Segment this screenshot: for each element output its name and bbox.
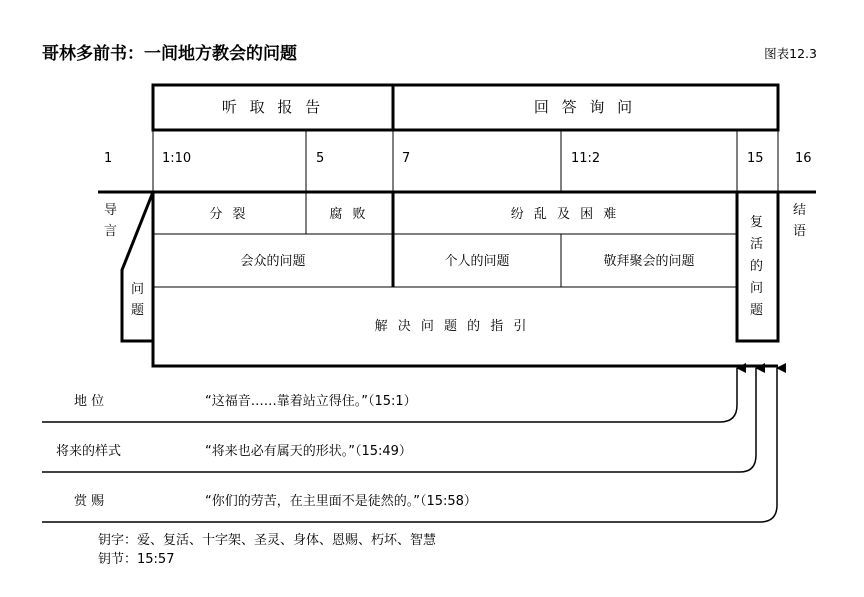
- conclusion-char-1: 结: [793, 203, 807, 218]
- row-label-future-form: 将来的样式: [56, 444, 122, 459]
- intro-char-1: 导: [104, 203, 118, 218]
- marker-15: 15: [747, 151, 764, 166]
- row-quote-position: “这福音……靠着站立得住。”（15:1）: [205, 394, 417, 409]
- marker-1-10: 1:10: [162, 151, 192, 166]
- resurrection-char-3: 的: [750, 259, 764, 274]
- personal-problems-label: 个人的问题: [444, 254, 510, 269]
- confusion-label: 纷 乱 及 困 难: [510, 207, 620, 222]
- solution-label: 解 决 问 题 的 指 引: [374, 319, 530, 334]
- row-label-reward: 赏 赐: [74, 494, 105, 509]
- row-quote-reward: “你们的劳苦，在主里面不是徒然的。”（15:58）: [205, 494, 477, 509]
- marker-lines: [153, 130, 778, 192]
- resurrection-char-2: 活: [750, 237, 764, 252]
- conclusion-char-2: 语: [793, 224, 807, 239]
- page-title: 哥林多前书：一间地方教会的问题: [42, 44, 297, 64]
- corruption-label: 腐 败: [329, 207, 369, 222]
- division-label: 分 裂: [209, 207, 249, 222]
- church-problems-label: 会众的问题: [240, 254, 306, 269]
- marker-1: 1: [104, 151, 113, 166]
- problems-char-1: 问: [131, 282, 145, 297]
- marker-16: 16: [795, 151, 812, 166]
- footer-keyverse: 钥节：15:57: [98, 552, 175, 567]
- marker-11-2: 11:2: [571, 151, 601, 166]
- resurrection-char-5: 题: [750, 303, 764, 318]
- resurrection-char-4: 问: [750, 281, 764, 296]
- marker-5: 5: [316, 151, 325, 166]
- resurrection-char-1: 复: [750, 215, 764, 230]
- figure-number: 图表12.3: [764, 46, 817, 61]
- header-right-label: 回 答 询 问: [533, 98, 637, 116]
- worship-problems-label: 敬拜聚会的问题: [603, 254, 695, 269]
- header-left-label: 听 取 报 告: [221, 98, 325, 116]
- footer-keywords: 钥字：爱、复活、十字架、圣灵、身体、恩赐、朽坏、智慧: [98, 533, 437, 548]
- row-quote-future-form: “将来也必有属天的形状。”（15:49）: [205, 444, 412, 459]
- problems-char-2: 题: [131, 303, 145, 318]
- row-label-position: 地 位: [74, 394, 105, 409]
- marker-7: 7: [402, 151, 411, 166]
- intro-char-2: 言: [104, 224, 118, 239]
